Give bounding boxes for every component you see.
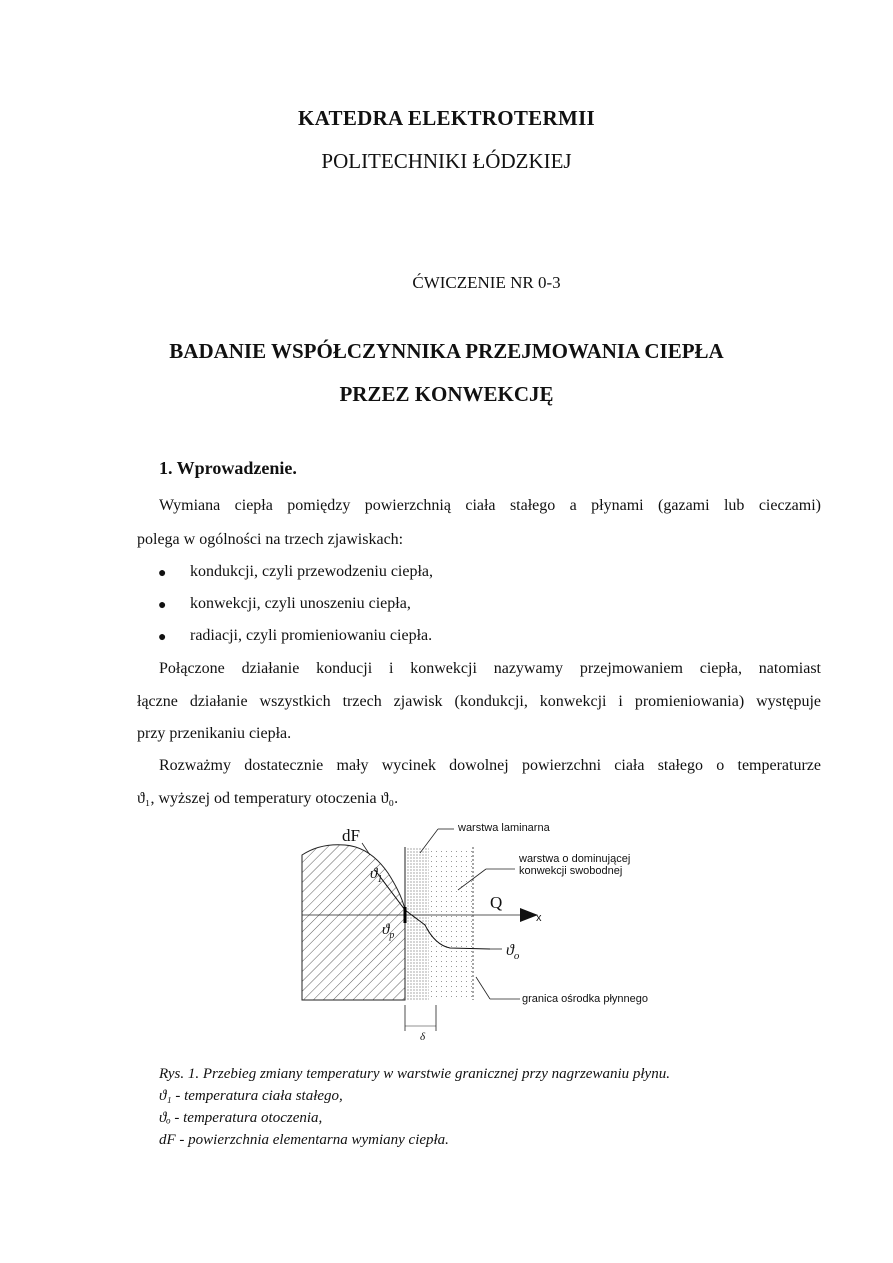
caption-line3: ϑₒ - temperatura otoczenia, [159,1110,323,1126]
label-dF: dF [342,826,360,845]
laminar-layer [405,847,429,1000]
bullet-dot: ● [158,598,167,613]
section-heading: 1. Wprowadzenie. [159,458,297,478]
label-convection-2: konwekcji swobodnej [519,865,623,877]
boundary-layer-diagram [290,815,710,1055]
bullet-item: kondukcji, czyli przewodzeniu ciepła, [190,563,434,580]
para2-line1: Połączone działanie konducji i konwekcji nazywamy przejmowaniem ciepła, natomiast [159,660,821,677]
caption-line4: dF - powierzchnia elementarna wymiany ciepła. [159,1132,449,1148]
label-delta: δ [420,1031,426,1043]
label-convection-1: warstwa o dominującej [519,853,631,865]
para2-line3: przy przenikaniu ciepła. [137,725,292,742]
para3-line1: Rozważmy dostatecznie mały wycinek dowolnej powierzchni ciała stałego o temperaturze [159,757,821,774]
para2-line2: łączne działanie wszystkich trzech zjawisk (kondukcji, konwekcji i promieniowania) występuje [137,693,821,710]
label-laminar: warstwa laminarna [458,822,550,834]
label-boundary: granica ośrodka płynnego [522,993,648,1005]
title-line1: BADANIE WSPÓŁCZYNNIKA PRZEJMOWANIA CIEPŁA [169,339,724,363]
para1-line2: polega w ogólności na trzech zjawiskach: [137,531,404,548]
exercise-number: ĆWICZENIE NR 0-3 [412,273,561,292]
label-thetap: $ϑ_p$ [382,922,395,941]
label-Q: Q [490,893,503,912]
convection-layer [429,847,473,1000]
header-dept: KATEDRA ELEKTROTERMII [297,106,596,130]
title-line2: PRZEZ KONWEKCJĘ [339,382,554,406]
label-theta1: $ϑ_1$ [370,866,383,885]
bullet-item: radiacji, czyli promieniowaniu ciepła. [190,627,433,644]
bullet-dot: ● [158,630,167,645]
label-theta0: $ϑ_o$ [506,942,520,963]
boundary-leader [476,977,490,999]
bullet-dot: ● [158,566,167,581]
label-x: x [536,912,542,924]
caption-line2: ϑ₁ - temperatura ciała stałego, [159,1088,343,1104]
para3-line2: ϑ₁, wyższej od temperatury otoczenia ϑ₀. [137,790,399,807]
header-university: POLITECHNIKI ŁÓDZKIEJ [321,149,572,173]
bullet-item: konwekcji, czyli unoszeniu ciepła, [190,595,411,612]
para1-line1: Wymiana ciepła pomiędzy powierzchnią ciała stałego a płynami (gazami lub cieczami) [159,497,821,514]
caption-line1: Rys. 1. Przebieg zmiany temperatury w warstwie granicznej przy nagrzewaniu płynu. [159,1066,670,1082]
